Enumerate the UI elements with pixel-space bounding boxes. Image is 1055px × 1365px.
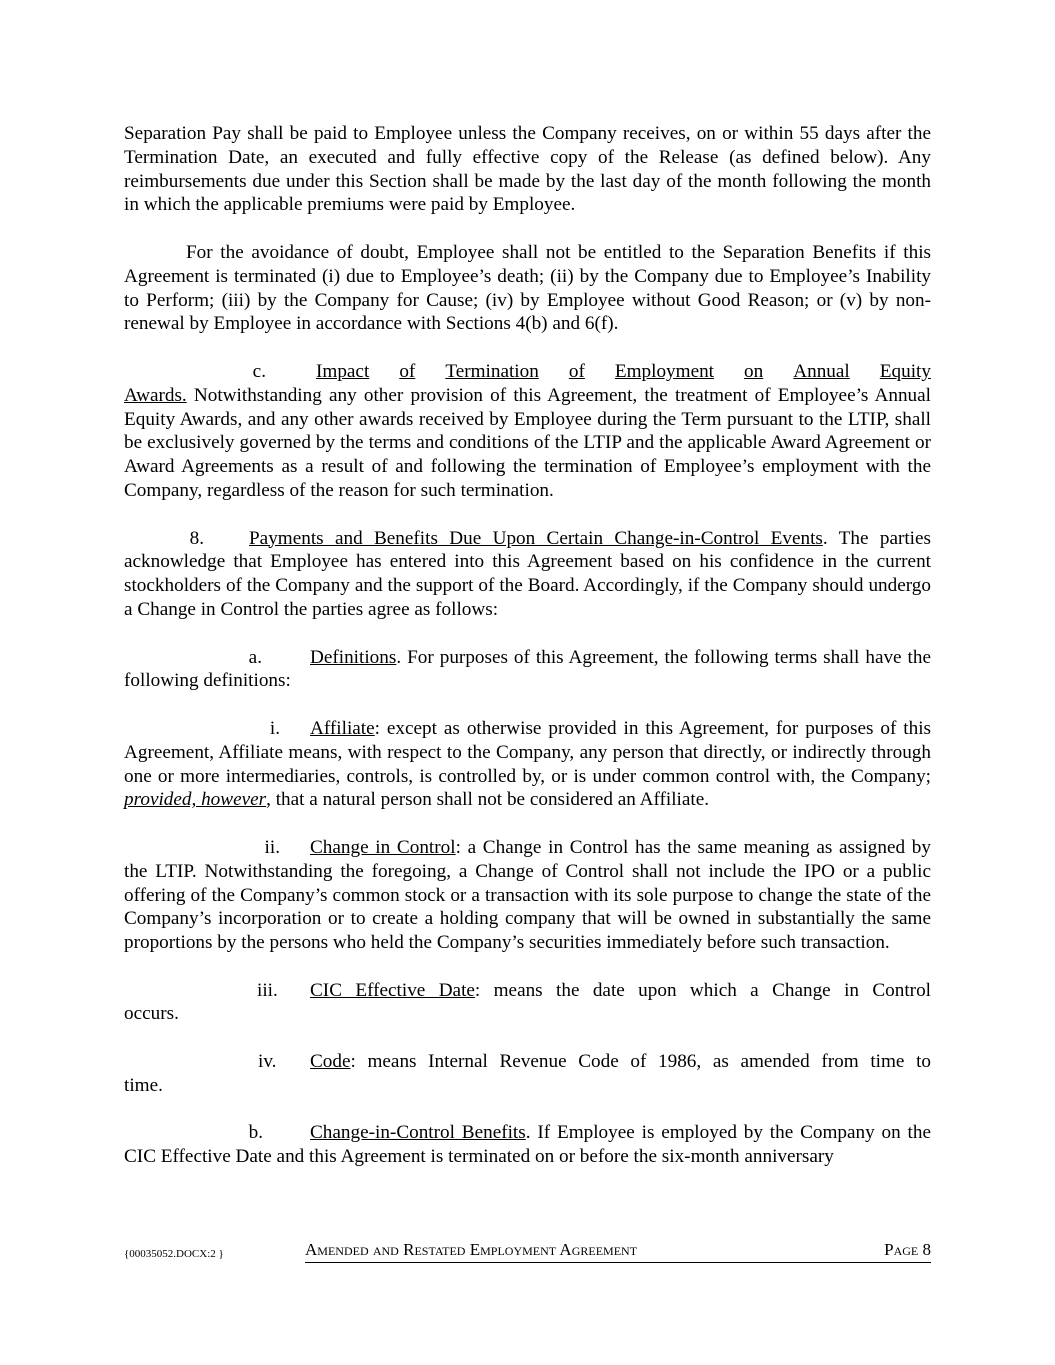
section-8 (124, 527, 931, 622)
section-8a-text: . For purposes of this Agreement, the following terms shall have the following definitions: (124, 646, 931, 692)
section-7c (124, 360, 931, 503)
heading-word: of (399, 360, 416, 382)
section-7c-body (124, 384, 931, 503)
section-8-number: 8. (189, 527, 204, 549)
section-8b-heading: Change-in-Control Benefits (310, 1122, 526, 1144)
definition-i-text-a: : except as otherwise provided in this Agreement, for purposes of this Agreement, Affiliate means, with respect to the Company, any person that directly, or indirectly through one or more intermediaries, controls, is controlled by, or is under common control with, the Company; (124, 717, 931, 787)
definition-iii-text: : means the date upon which a Change in Control (474, 979, 931, 1001)
heading-word: Termination (445, 360, 539, 382)
section-7c-text: Notwithstanding any other provision of this Agreement, the treatment of Employee’s Annual Equity Awards, and any other awards received by Employee during the Term pursuant to the LTIP, shall be exclusively governed by the terms and conditions of the LTIP and the applicable Award Agreement or Award Agreements as a result of and following the termination of Employee’s employment with the Company, regardless of the reason for such termination. (124, 384, 931, 501)
definition-i-heading: Affiliate (310, 717, 375, 739)
document-body (124, 122, 931, 1169)
definition-iii-tail: occurs. (124, 1003, 179, 1025)
footer-title: Amended and Restated Employment Agreement (305, 1240, 638, 1259)
definition-iv-text: : means Internal Revenue Code of 1986, as amended from time to (350, 1051, 931, 1073)
definition-code (124, 1050, 931, 1098)
section-7c-first-line (124, 360, 931, 384)
paragraph-separation-pay: Separation Pay shall be paid to Employee unless the Company receives, on or within 55 days after the Termination Date, an executed and fully effective copy of the Release (as defined below). Any reimbursements due under this Section shall be made by the last day of the month following the month in which the applicable premiums were paid by Employee. (124, 123, 931, 216)
section-8b-text: . If Employee is employed by the Company on the CIC Effective Date and this Agreement is terminated on or before the six-month anniversary (124, 1122, 931, 1168)
heading-word: Equity (879, 360, 931, 382)
section-7c-heading (316, 360, 931, 384)
definition-i-number: i. (269, 717, 280, 739)
definition-iii-line (124, 979, 931, 1003)
definition-i-text-b: , that a natural person shall not be considered an Affiliate. (266, 789, 710, 811)
section-7c-heading-tail: Awards. (124, 384, 187, 406)
section-8a-heading: Definitions (310, 646, 397, 668)
heading-word: Annual (793, 360, 850, 382)
definition-affiliate (124, 717, 931, 812)
footer-page-number: Page 8 (884, 1240, 931, 1259)
section-8-heading: Payments and Benefits Due Upon Certain Change-in-Control Events (249, 527, 823, 549)
definition-iv-line (124, 1050, 931, 1074)
heading-word: of (568, 360, 585, 382)
section-8-text: . The parties acknowledge that Employee has entered into this Agreement based on his confidence in the current stockholders of the Company and the support of the Board. Accordingly, if the Company should undergo a Change in Control the parties agree as follows: (124, 527, 931, 620)
section-8a-number: a. (248, 646, 262, 668)
definition-i-emphasis: provided, however (124, 789, 267, 811)
section-8b (124, 1121, 931, 1169)
definition-ii-heading: Change in Control (310, 836, 456, 858)
definition-iv-heading: Code (310, 1051, 351, 1073)
paragraph-avoidance-of-doubt: For the avoidance of doubt, Employee shall not be entitled to the Separation Benefits if this Agreement is terminated (i) due to Employee’s death; (ii) by the Company due to Employee’s Inability to Perform; (iii) by the Company for Cause; (iv) by Employee without Good Reason; or (v) by non-renewal by Employee in accordance with Sections 4(b) and 6(f). (124, 241, 931, 335)
definition-ii-number: ii. (264, 836, 280, 858)
definition-iv-number: iv. (258, 1051, 277, 1073)
heading-word: Impact (316, 360, 370, 382)
definition-iv-tail: time. (124, 1074, 163, 1096)
definition-iii-number: iii. (257, 979, 278, 1001)
heading-word: Employment (614, 360, 715, 382)
section-7c-number: c. (252, 360, 266, 382)
section-8a (124, 646, 931, 694)
page-footer (124, 1241, 931, 1263)
footer-title-rule (305, 1240, 931, 1263)
heading-word: on (744, 360, 764, 382)
footer-doc-id: {00035052.DOCX:2 } (124, 1248, 224, 1260)
definition-cic-effective-date (124, 979, 931, 1027)
definition-ii-text: : a Change in Control has the same meaning as assigned by the LTIP. Notwithstanding the foregoing, a Change of Control shall not include the IPO or a public offering of the Company’s common stock or a transaction with its sole purpose to change the state of the Company’s incorporation or to create a holding company that will be owned in substantially the same proportions by the persons who held the Company’s securities immediately before such transaction. (124, 836, 931, 954)
section-8b-number: b. (248, 1122, 263, 1144)
definition-iii-heading: CIC Effective Date (310, 979, 475, 1001)
definition-change-in-control (124, 836, 931, 955)
